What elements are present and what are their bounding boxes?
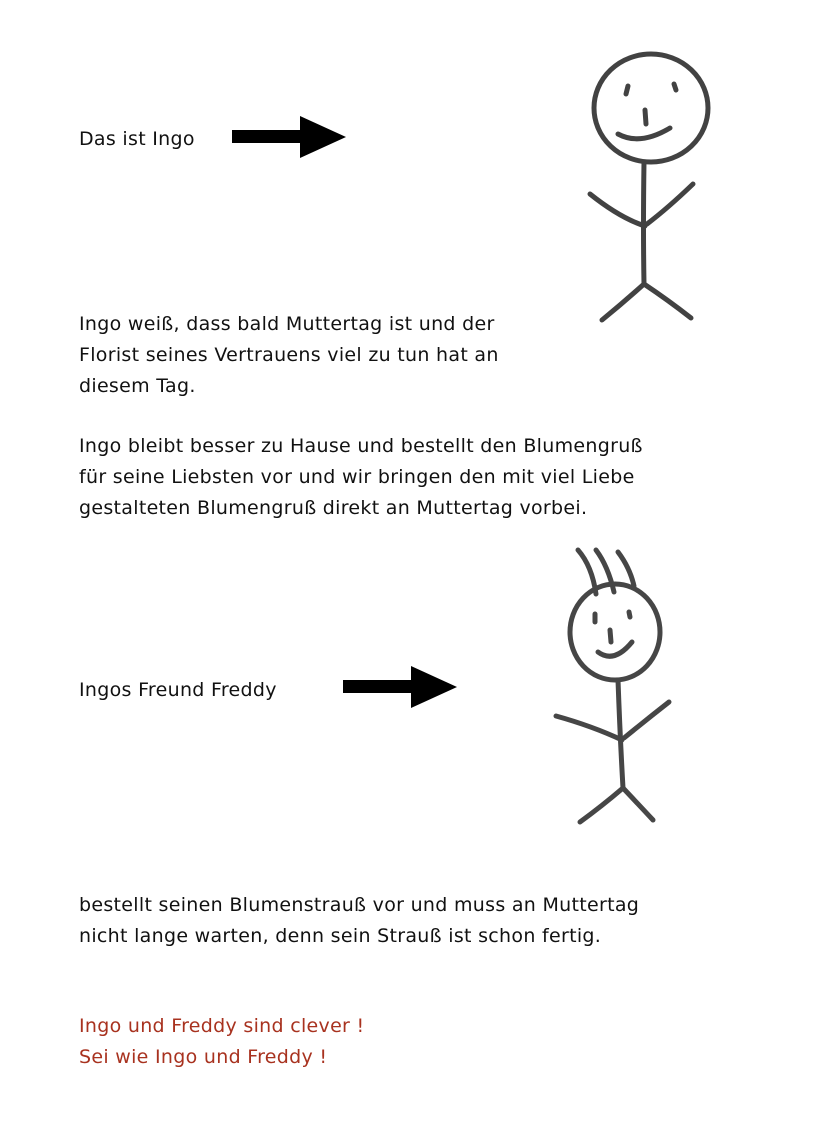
paragraph-line: für seine Liebsten vor und wir bringen den mit viel Liebe (79, 466, 635, 488)
paragraph-order (79, 431, 643, 524)
paragraph-freddy (79, 890, 639, 952)
paragraph-line: gestalteten Blumengruß direkt an Muttertag vorbei. (79, 497, 588, 519)
paragraph-mothers-day (79, 309, 499, 402)
paragraph-line: Florist seines Vertrauens viel zu tun hat an (79, 344, 499, 366)
stick-figure-ingo (580, 48, 720, 330)
slogan-line: Sei wie Ingo und Freddy ! (79, 1046, 328, 1068)
caption-freddy: Ingos Freund Freddy (79, 679, 277, 701)
caption-ingo: Das ist Ingo (79, 128, 195, 150)
arrow-right-icon (343, 666, 457, 708)
slogan-line: Ingo und Freddy sind clever ! (79, 1015, 365, 1037)
stick-figure-freddy (548, 544, 678, 830)
paragraph-line: diesem Tag. (79, 375, 196, 397)
arrow-right-icon (232, 116, 346, 158)
paragraph-line: Ingo weiß, dass bald Muttertag ist und der (79, 313, 495, 335)
paragraph-line: Ingo bleibt besser zu Hause und bestellt den Blumengruß (79, 435, 643, 457)
paragraph-line: nicht lange warten, denn sein Strauß ist schon fertig. (79, 925, 602, 947)
closing-slogan (79, 1011, 364, 1073)
paragraph-line: bestellt seinen Blumenstrauß vor und muss an Muttertag (79, 894, 640, 916)
